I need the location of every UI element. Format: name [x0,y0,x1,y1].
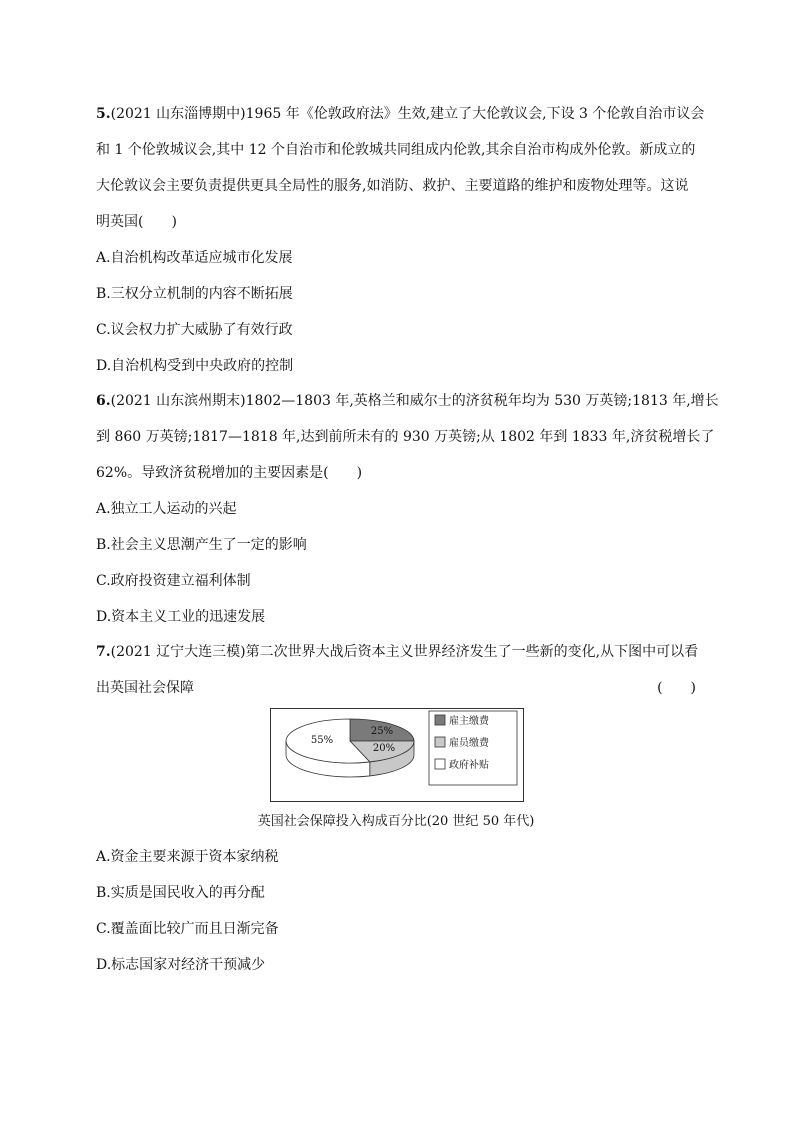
question-7-text-1: (2021 辽宁大连三模)第二次世界大战后资本主义世界经济发生了一些新的变化,从下图中可以看 [110,644,699,660]
question-6-text-2: 到 860 万英镑;1817—1818 年,达到前所未有的 930 万英镑;从 1802 年到 1833 年,济贫税增长了 [96,429,715,445]
legend-swatch-0 [435,715,445,725]
question-5-option-d[interactable]: D.自治机构受到中央政府的控制 [96,358,294,374]
question-6-line-1 [96,383,719,419]
question-6-text-1: (2021 山东滨州期末)1802—1803 年,英格兰和威尔士的济贫税年均为 530 万英镑;1813 年,增长 [110,393,719,409]
question-5-line-1 [96,96,705,132]
question-5 [96,96,705,384]
question-7-line-1 [96,634,699,670]
question-5-text-4: 明英国( ) [96,214,177,230]
pie-label-0: 25% [370,726,394,737]
question-7-option-d[interactable]: D.标志国家对经济干预减少 [96,957,266,973]
question-5-text-1: (2021 山东淄博期中)1965 年《伦敦政府法》生效,建立了大伦敦议会,下设 3 个伦敦自治市议会 [110,106,705,122]
question-6-text-3: 62%。导致济贫税增加的主要因素是( ) [96,465,363,481]
question-6-option-c[interactable]: C.政府投资建立福利体制 [96,573,251,589]
legend-label-1: 雇员缴费 [449,738,489,749]
question-7 [96,634,699,706]
answer-paren: ( ) [657,680,696,696]
question-7-option-a[interactable]: A.资金主要来源于资本家纳税 [96,849,279,865]
legend-swatch-1 [435,737,445,747]
question-6 [96,383,719,635]
question-7-number: 7. [96,644,111,660]
pie-chart-frame [270,708,524,802]
question-5-option-b[interactable]: B.三权分立机制的内容不断拓展 [96,286,293,302]
legend-label-0: 雇主缴费 [449,716,489,727]
question-6-option-a[interactable]: A.独立工人运动的兴起 [96,501,237,517]
pie-chart [271,709,523,801]
question-7-text-2: 出英国社会保障 [96,680,194,696]
legend-swatch-2 [435,759,445,769]
question-6-number: 6. [96,393,111,409]
question-7-option-b[interactable]: B.实质是国民收入的再分配 [96,885,265,901]
chart-caption: 英国社会保障投入构成百分比(20 世纪 50 年代) [257,814,535,829]
question-5-text-2: 和 1 个伦敦城议会,其中 12 个自治市和伦敦城共同组成内伦敦,其余自治市构成外伦敦。新成立的 [96,142,696,158]
pie-label-1: 20% [372,743,396,754]
question-5-number: 5. [96,106,111,122]
question-7-options [96,839,696,983]
pie-label-2: 55% [310,735,334,746]
question-7-option-c[interactable]: C.覆盖面比较广而且日渐完备 [96,921,279,937]
question-7-line-2 [96,670,696,706]
question-6-option-d[interactable]: D.资本主义工业的迅速发展 [96,609,266,625]
legend-label-2: 政府补贴 [449,760,489,771]
question-6-option-b[interactable]: B.社会主义思潮产生了一定的影响 [96,537,307,553]
question-5-option-a[interactable]: A.自治机构改革适应城市化发展 [96,250,293,266]
question-5-option-c[interactable]: C.议会权力扩大威胁了有效行政 [96,322,293,338]
question-5-text-3: 大伦敦议会主要负责提供更具全局性的服务,如消防、救护、主要道路的维护和废物处理等。这说 [96,178,689,194]
